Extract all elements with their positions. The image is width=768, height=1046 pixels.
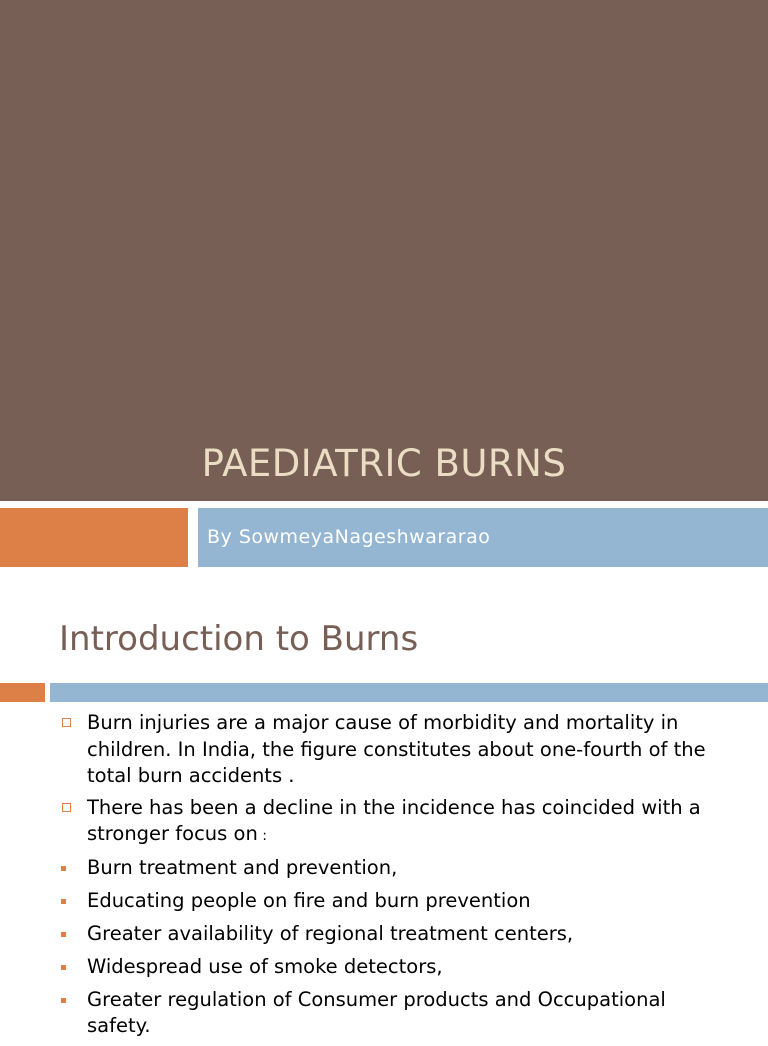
sub-bullet-item <box>0 921 768 948</box>
filled-square-bullet-icon <box>61 866 66 871</box>
heading-bar-blue <box>50 683 768 702</box>
sub-bullet-item <box>0 855 768 882</box>
sub-bullet-text: Burn treatment and prevention, <box>87 855 398 879</box>
heading-bar-orange <box>0 683 45 702</box>
bullet-item <box>0 795 768 850</box>
accent-bar-orange <box>0 508 188 567</box>
bullet-suffix: : <box>257 828 267 844</box>
hollow-square-bullet-icon <box>62 718 71 727</box>
sub-bullet-item <box>0 888 768 915</box>
filled-square-bullet-icon <box>61 998 66 1003</box>
bullet-item <box>0 710 768 790</box>
filled-square-bullet-icon <box>61 932 66 937</box>
sub-bullet-text: Greater regulation of Consumer products and Occupational safety. <box>87 987 666 1037</box>
hollow-square-bullet-icon <box>62 803 71 812</box>
sub-bullet-text: Educating people on fire and burn prevention <box>87 888 531 912</box>
filled-square-bullet-icon <box>61 899 66 904</box>
section-heading: Introduction to Burns <box>59 619 419 659</box>
bullet-text: There has been a decline in the incidence has coincided with a stronger focus on <box>87 795 701 845</box>
bullet-list <box>0 710 768 1046</box>
slide-title: PAEDIATRIC BURNS <box>201 442 567 485</box>
sub-bullet-text: Greater availability of regional treatment centers, <box>87 921 574 945</box>
sub-bullet-item <box>0 954 768 981</box>
bullet-text: Burn injuries are a major cause of morbidity and mortality in children. In India, the figure constitutes about one-fourth of the total burn accidents . <box>87 711 706 787</box>
filled-square-bullet-icon <box>61 965 66 970</box>
slide-subtitle: By SowmeyaNageshwararao <box>207 526 491 548</box>
sub-bullet-item <box>0 987 768 1040</box>
sub-bullet-text: Widespread use of smoke detectors, <box>87 954 443 978</box>
title-slide-background <box>0 0 768 501</box>
